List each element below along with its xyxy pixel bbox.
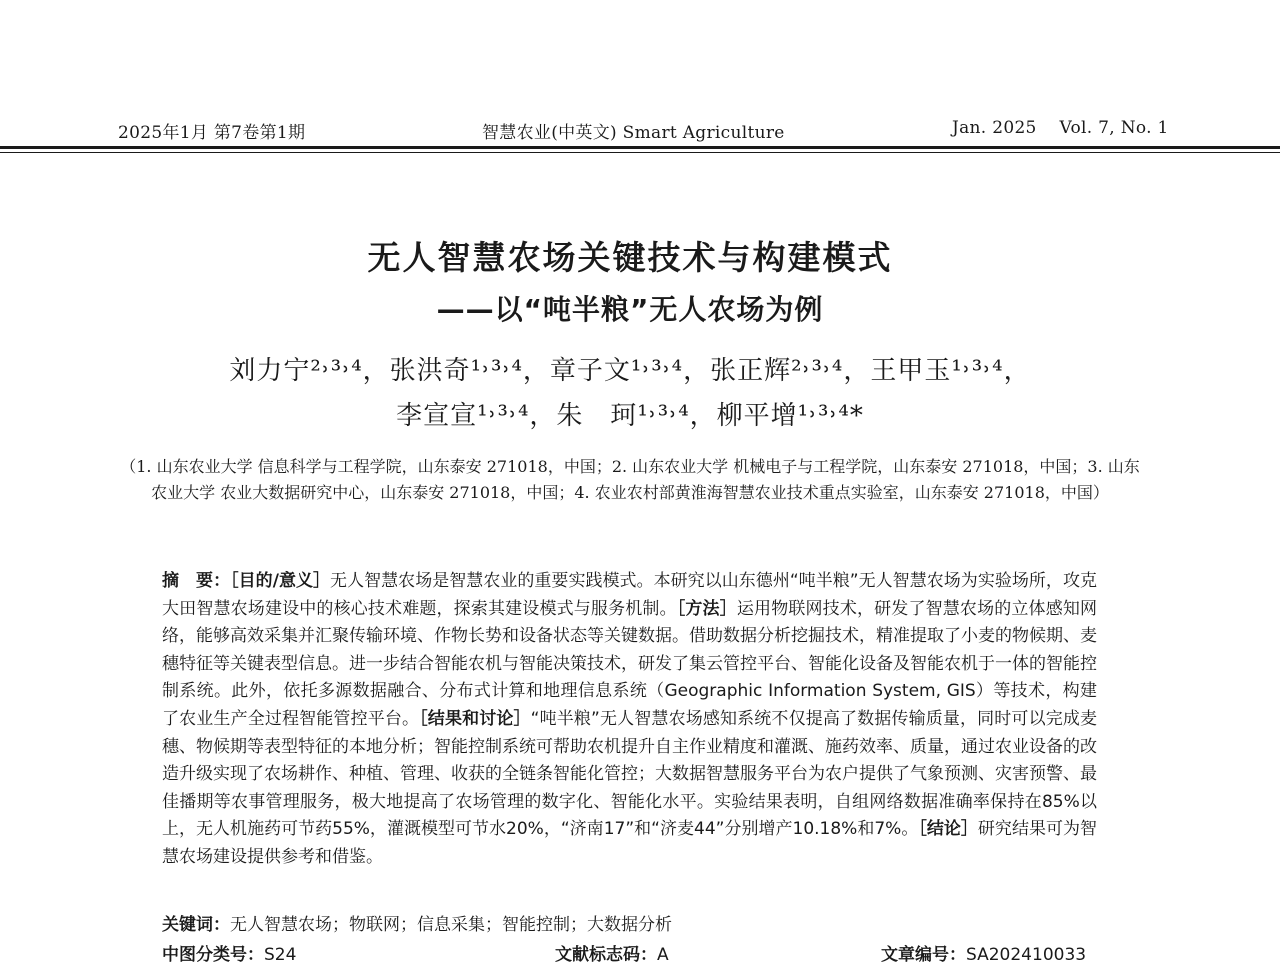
purpose-text: 无人智慧农场是智慧农业的重要实践模式。本研究以山东德州“吨半粮”无人智慧农场为实验场所，攻克大田智慧农场建设中的核心技术难题，探索其建设模式与服务机制。 (162, 571, 1097, 619)
keywords (162, 910, 672, 935)
conclusion-tag: ［结论］ (918, 819, 978, 840)
header-rule-thick (0, 146, 1280, 149)
clc-label: 中图分类号： (162, 945, 264, 965)
article-value: SA202410033 (966, 945, 1087, 965)
clc-number (162, 940, 296, 965)
article-label: 文章编号： (881, 945, 966, 965)
method-text: 运用物联网技术，研发了智慧农场的立体感知网络，能够高效采集并汇聚传输环境、作物长势和设备状态等关键数据。借助数据分析挖掘技术，精准提取了小麦的物候期、麦穗特征等关键表型信息。进一步结合智能农机与智能决策技术，研发了集云管控平台、智能化设备及智能农机于一体的智能控制系统。此外，依托多源数据融合、分布式计算和地理信息系统（Geographic Information System, GIS）等技术，构建了农业生产全过程智能管控平台。 (162, 598, 1098, 729)
abstract (162, 568, 1097, 872)
journal-issue-en: Jan. 2025 Vol. 7, No. 1 (952, 118, 1169, 138)
abstract-label: 摘 要： (162, 571, 231, 591)
author-list-line-2: 李宣宣¹˒³˒⁴，朱 珂¹˒³˒⁴，柳平增¹˒³˒⁴* (396, 401, 864, 431)
doc-value: A (657, 945, 669, 965)
clc-value: S24 (264, 945, 297, 965)
journal-issue-cn: 2025年1月 第7卷第1期 (118, 123, 306, 143)
keywords-label: 关键词： (162, 915, 230, 935)
results-text: “吨半粮”无人智慧农场感知系统不仅提高了数据传输质量，同时可以完成麦穗、物候期等表型特征的本地分析；智能控制系统可帮助农机提升自主作业精度和灌溉、施药效率、质量，通过农业设备的改造升级实现了农场耕作、种植、管理、收获的全链条智能化管控；大数据智慧服务平台为农户提供了气象预测、灾害预警、最佳播期等农事管理服务，极大地提高了农场管理的数字化、智能化水平。实验结果表明，自组网络数据准确率保持在85%以上，无人机施药可节药55%，灌溉模型可节水20%，“济南17”和“济麦44”分别增产10.18%和7%。 (162, 708, 1098, 840)
results-tag: ［结果和讨论］ (419, 708, 531, 729)
doc-label: 文献标志码： (555, 945, 657, 965)
paper-title: 无人智慧农场关键技术与构建模式 (367, 238, 893, 277)
affiliations: （1. 山东农业大学 信息科学与工程学院，山东泰安 271018，中国；2. 山东农业大学 机械电子与工程学院，山东泰安 271018，中国；3. 山东农业大学 农业大数据研究中心，山东泰安 271018，中国；4. 农业农村部黄淮海智慧农业技术重点实验室，山东泰安 271018，中国） (120, 457, 1140, 502)
keywords-value: 无人智慧农场；物联网；信息采集；智能控制；大数据分析 (230, 915, 672, 935)
journal-name: 智慧农业(中英文) Smart Agriculture (482, 123, 785, 143)
purpose-tag: ［目的/意义］ (230, 571, 331, 591)
document-code (555, 940, 669, 965)
article-number (881, 940, 1086, 965)
header-rule-thin (0, 152, 1280, 153)
conclusion-text: 研究结果可为智慧农场建设提供参考和借鉴。 (162, 819, 1098, 867)
author-list-line-1: 刘力宁²˒³˒⁴，张洪奇¹˒³˒⁴，章子文¹˒³˒⁴，张正辉²˒³˒⁴，王甲玉¹˒³˒⁴， (229, 356, 1031, 386)
paper-subtitle: ——以“吨半粮”无人农场为例 (436, 293, 824, 326)
method-tag: ［方法］ (676, 598, 737, 619)
